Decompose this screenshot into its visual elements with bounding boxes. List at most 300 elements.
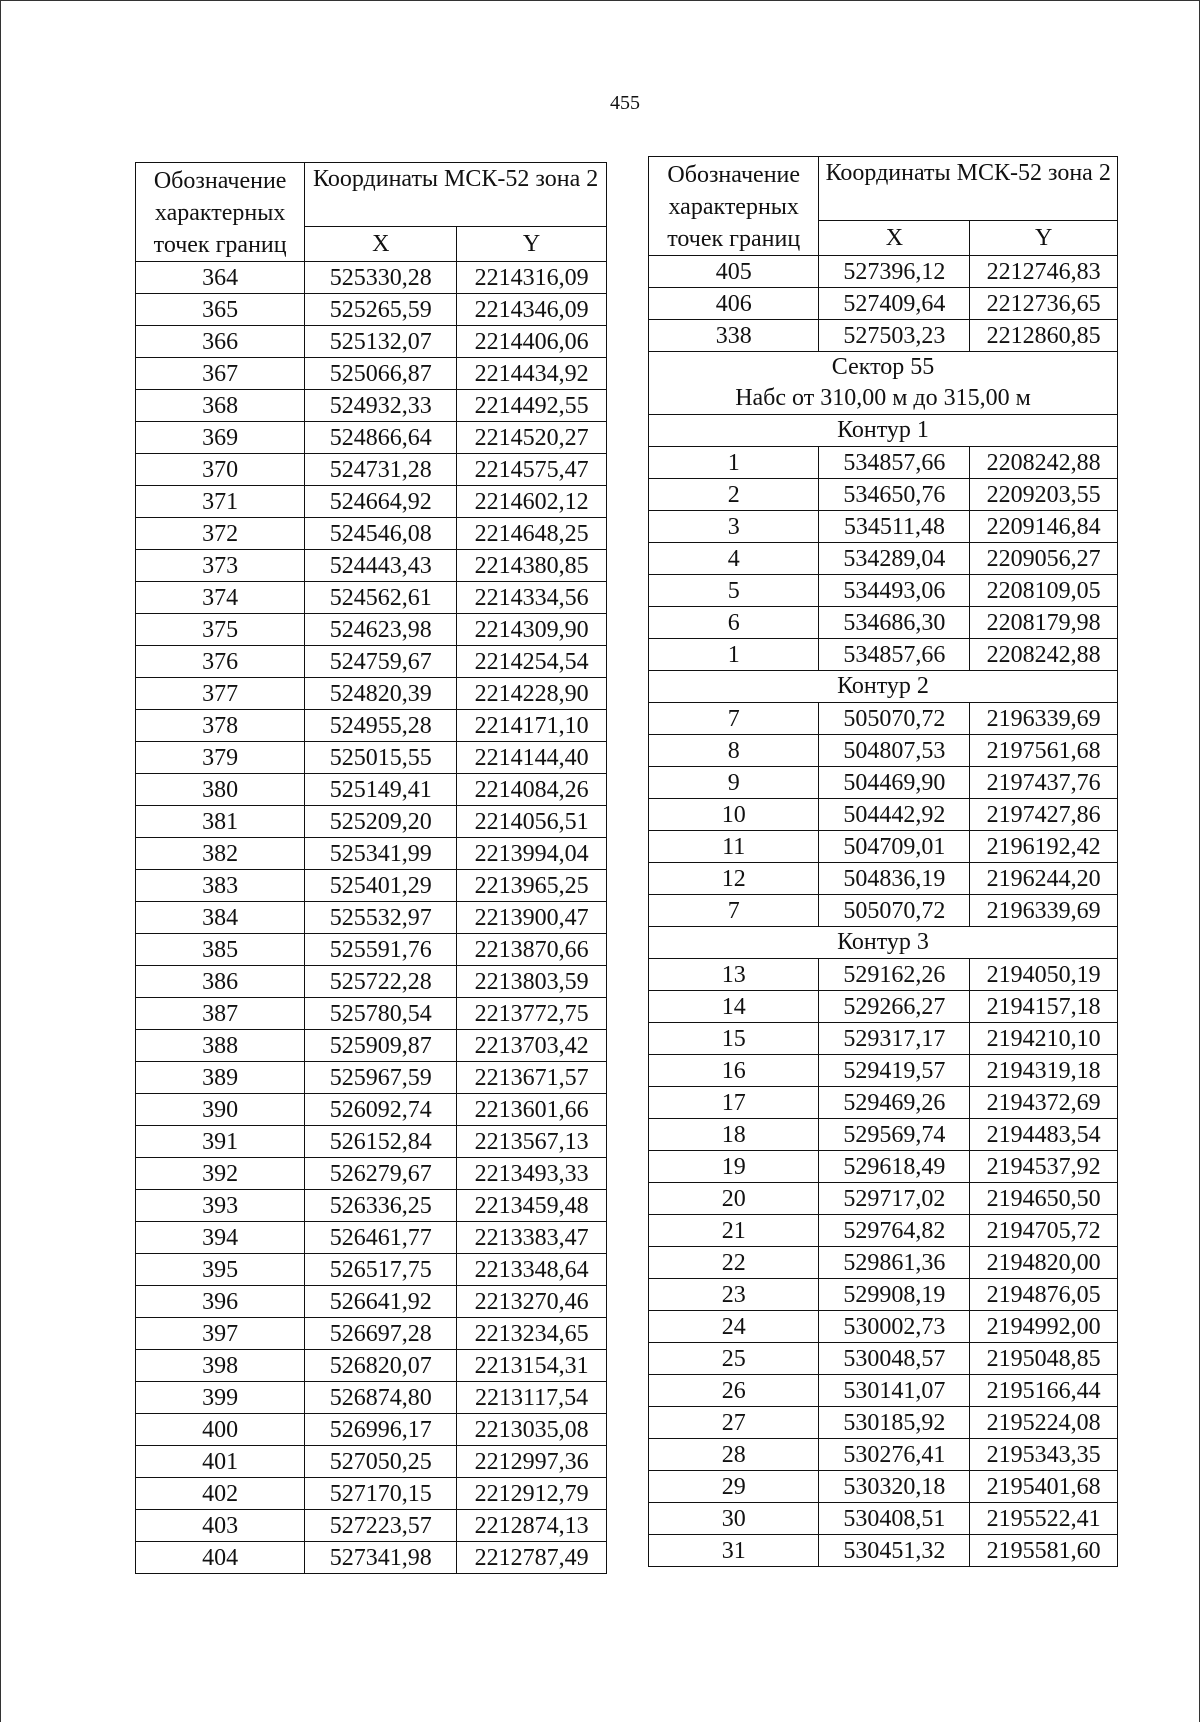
x-coordinate-cell: 525591,76: [305, 934, 457, 966]
point-id-cell: 385: [136, 934, 305, 966]
point-id-cell: 368: [136, 390, 305, 422]
y-coordinate-cell: 2214520,27: [457, 422, 607, 454]
point-id-cell: 11: [649, 831, 819, 863]
y-coordinate-cell: 2194876,05: [970, 1279, 1118, 1311]
x-coordinate-cell: 525265,59: [305, 294, 457, 326]
y-coordinate-cell: 2214309,90: [457, 614, 607, 646]
x-coordinate-cell: 530276,41: [819, 1439, 970, 1471]
y-coordinate-cell: 2208109,05: [970, 575, 1118, 607]
point-id-cell: 400: [136, 1414, 305, 1446]
table-row: [136, 1542, 607, 1574]
y-coordinate-cell: 2213671,57: [457, 1062, 607, 1094]
y-coordinate-cell: 2196244,20: [970, 863, 1118, 895]
table-row: [136, 486, 607, 518]
section-title: [649, 352, 1118, 415]
y-coordinate-cell: 2214228,90: [457, 678, 607, 710]
x-coordinate-cell: 530408,51: [819, 1503, 970, 1535]
y-coordinate-cell: 2194210,10: [970, 1023, 1118, 1055]
y-coordinate-cell: 2195166,44: [970, 1375, 1118, 1407]
y-coordinate-cell: 2213234,65: [457, 1318, 607, 1350]
x-coordinate-cell: 527503,23: [819, 320, 970, 352]
table-row: [649, 1183, 1118, 1215]
point-id-cell: 398: [136, 1350, 305, 1382]
x-coordinate-cell: 526279,67: [305, 1158, 457, 1190]
section-label: Сектор 55: [831, 354, 935, 380]
y-coordinate-cell: 2196192,42: [970, 831, 1118, 863]
y-coordinate-cell: 2195581,60: [970, 1535, 1118, 1567]
point-id-cell: 365: [136, 294, 305, 326]
y-coordinate-cell: 2214171,10: [457, 710, 607, 742]
y-coordinate-cell: 2208242,88: [970, 447, 1118, 479]
point-id-cell: 377: [136, 678, 305, 710]
y-coordinate-cell: 2212874,13: [457, 1510, 607, 1542]
x-coordinate-cell: 529618,49: [819, 1151, 970, 1183]
table-row: [649, 320, 1118, 352]
section-label: Контур 1: [837, 417, 929, 443]
x-coordinate-cell: 524731,28: [305, 454, 457, 486]
point-id-cell: 372: [136, 518, 305, 550]
table-row: [136, 870, 607, 902]
point-id-cell: 375: [136, 614, 305, 646]
x-coordinate-cell: 524664,92: [305, 486, 457, 518]
y-coordinate-cell: 2195343,35: [970, 1439, 1118, 1471]
y-coordinate-cell: 2209203,55: [970, 479, 1118, 511]
x-coordinate-cell: 527341,98: [305, 1542, 457, 1574]
x-coordinate-cell: 529569,74: [819, 1119, 970, 1151]
table-row: [649, 991, 1118, 1023]
y-coordinate-cell: 2213900,47: [457, 902, 607, 934]
point-id-cell: 371: [136, 486, 305, 518]
y-coordinate-cell: 2194483,54: [970, 1119, 1118, 1151]
table-row: [649, 607, 1118, 639]
section-row: [649, 352, 1118, 415]
point-id-cell: 393: [136, 1190, 305, 1222]
y-coordinate-cell: 2208179,98: [970, 607, 1118, 639]
table-row: [136, 582, 607, 614]
point-id-cell: 403: [136, 1510, 305, 1542]
x-coordinate-cell: 530320,18: [819, 1471, 970, 1503]
point-id-cell: 397: [136, 1318, 305, 1350]
y-coordinate-cell: 2213270,46: [457, 1286, 607, 1318]
y-coordinate-cell: 2194372,69: [970, 1087, 1118, 1119]
table-row: [649, 1407, 1118, 1439]
y-coordinate-cell: 2195401,68: [970, 1471, 1118, 1503]
right-table-body: [649, 256, 1118, 1567]
point-label-header: Обозначение характерных точек границ: [136, 163, 305, 262]
x-coordinate-cell: 529764,82: [819, 1215, 970, 1247]
point-id-cell: 7: [649, 895, 819, 927]
x-coordinate-cell: 529419,57: [819, 1055, 970, 1087]
point-id-cell: 30: [649, 1503, 819, 1535]
y-coordinate-cell: 2213965,25: [457, 870, 607, 902]
section-sublabel: Набс от 310,00 м до 315,00 м: [735, 385, 1031, 411]
point-id-cell: 7: [649, 703, 819, 735]
point-id-cell: 386: [136, 966, 305, 998]
y-coordinate-cell: 2214380,85: [457, 550, 607, 582]
table-row: [136, 1478, 607, 1510]
x-coordinate-cell: 525722,28: [305, 966, 457, 998]
table-row: [136, 902, 607, 934]
table-row: [649, 575, 1118, 607]
x-coordinate-cell: 526697,28: [305, 1318, 457, 1350]
section-title: [649, 671, 1118, 703]
x-column-header: X: [819, 221, 970, 256]
y-coordinate-cell: 2214254,54: [457, 646, 607, 678]
x-coordinate-cell: 529469,26: [819, 1087, 970, 1119]
table-row: [136, 1510, 607, 1542]
table-row: [136, 518, 607, 550]
x-coordinate-cell: 529908,19: [819, 1279, 970, 1311]
y-coordinate-cell: 2213348,64: [457, 1254, 607, 1286]
x-coordinate-cell: 534686,30: [819, 607, 970, 639]
x-coordinate-cell: 525015,55: [305, 742, 457, 774]
y-coordinate-cell: 2194050,19: [970, 959, 1118, 991]
point-id-cell: 1: [649, 639, 819, 671]
point-id-cell: 366: [136, 326, 305, 358]
x-coordinate-cell: 530185,92: [819, 1407, 970, 1439]
x-coordinate-cell: 526996,17: [305, 1414, 457, 1446]
point-id-cell: 367: [136, 358, 305, 390]
x-coordinate-cell: 529861,36: [819, 1247, 970, 1279]
y-coordinate-cell: 2214334,56: [457, 582, 607, 614]
point-id-cell: 395: [136, 1254, 305, 1286]
x-coordinate-cell: 527050,25: [305, 1446, 457, 1478]
x-coordinate-cell: 524932,33: [305, 390, 457, 422]
point-id-cell: 364: [136, 262, 305, 294]
table-row: [136, 966, 607, 998]
x-coordinate-cell: 524866,64: [305, 422, 457, 454]
y-coordinate-cell: 2213772,75: [457, 998, 607, 1030]
point-id-cell: 405: [649, 256, 819, 288]
point-id-cell: 2: [649, 479, 819, 511]
x-coordinate-cell: 529717,02: [819, 1183, 970, 1215]
point-id-cell: 12: [649, 863, 819, 895]
y-coordinate-cell: 2212787,49: [457, 1542, 607, 1574]
table-row: [136, 806, 607, 838]
point-id-cell: 24: [649, 1311, 819, 1343]
table-row: [649, 639, 1118, 671]
point-id-cell: 10: [649, 799, 819, 831]
x-coordinate-cell: 524955,28: [305, 710, 457, 742]
table-row: [136, 1158, 607, 1190]
table-row: [649, 1215, 1118, 1247]
table-row: [649, 703, 1118, 735]
table-row: [136, 1094, 607, 1126]
y-coordinate-cell: 2213567,13: [457, 1126, 607, 1158]
table-row: [649, 1119, 1118, 1151]
point-id-cell: 19: [649, 1151, 819, 1183]
y-coordinate-cell: 2214406,06: [457, 326, 607, 358]
point-id-cell: 31: [649, 1535, 819, 1567]
x-coordinate-cell: 504442,92: [819, 799, 970, 831]
y-coordinate-cell: 2194650,50: [970, 1183, 1118, 1215]
y-coordinate-cell: 2194705,72: [970, 1215, 1118, 1247]
point-id-cell: 387: [136, 998, 305, 1030]
x-coordinate-cell: 527170,15: [305, 1478, 457, 1510]
x-coordinate-cell: 504807,53: [819, 735, 970, 767]
x-coordinate-cell: 529317,17: [819, 1023, 970, 1055]
y-coordinate-cell: 2213601,66: [457, 1094, 607, 1126]
point-id-cell: 390: [136, 1094, 305, 1126]
point-id-cell: 406: [649, 288, 819, 320]
table-row: [136, 646, 607, 678]
point-label-header: Обозначение характерных точек границ: [649, 157, 819, 256]
x-coordinate-cell: 530141,07: [819, 1375, 970, 1407]
x-coordinate-cell: 527223,57: [305, 1510, 457, 1542]
table-row: [136, 1446, 607, 1478]
x-coordinate-cell: 530002,73: [819, 1311, 970, 1343]
point-id-cell: 394: [136, 1222, 305, 1254]
point-id-cell: 28: [649, 1439, 819, 1471]
x-coordinate-cell: 524820,39: [305, 678, 457, 710]
y-coordinate-cell: 2213459,48: [457, 1190, 607, 1222]
table-row: [136, 1222, 607, 1254]
table-row: [136, 774, 607, 806]
y-coordinate-cell: 2197427,86: [970, 799, 1118, 831]
y-coordinate-cell: 2195522,41: [970, 1503, 1118, 1535]
y-coordinate-cell: 2213383,47: [457, 1222, 607, 1254]
y-coordinate-cell: 2213994,04: [457, 838, 607, 870]
x-coordinate-cell: 527396,12: [819, 256, 970, 288]
table-row: [136, 934, 607, 966]
point-id-cell: 369: [136, 422, 305, 454]
table-row: [136, 1126, 607, 1158]
table-row: [649, 1023, 1118, 1055]
point-id-cell: 379: [136, 742, 305, 774]
left-coordinates-table: [135, 162, 607, 1574]
table-row: [649, 1535, 1118, 1567]
x-coordinate-cell: 525330,28: [305, 262, 457, 294]
x-coordinate-cell: 529162,26: [819, 959, 970, 991]
x-coordinate-cell: 524562,61: [305, 582, 457, 614]
y-coordinate-cell: 2197437,76: [970, 767, 1118, 799]
y-coordinate-cell: 2213703,42: [457, 1030, 607, 1062]
point-id-cell: 21: [649, 1215, 819, 1247]
y-column-header: Y: [457, 227, 607, 262]
y-coordinate-cell: 2209056,27: [970, 543, 1118, 575]
table-row: [649, 1439, 1118, 1471]
x-coordinate-cell: 525149,41: [305, 774, 457, 806]
point-id-cell: 29: [649, 1471, 819, 1503]
x-coordinate-cell: 529266,27: [819, 991, 970, 1023]
table-row: [136, 710, 607, 742]
table-row: [649, 895, 1118, 927]
table-row: [136, 1414, 607, 1446]
y-coordinate-cell: 2213035,08: [457, 1414, 607, 1446]
point-id-cell: 374: [136, 582, 305, 614]
table-row: [136, 614, 607, 646]
x-coordinate-cell: 504836,19: [819, 863, 970, 895]
point-id-cell: 389: [136, 1062, 305, 1094]
point-id-cell: 23: [649, 1279, 819, 1311]
x-coordinate-cell: 527409,64: [819, 288, 970, 320]
table-row: [649, 288, 1118, 320]
point-id-cell: 3: [649, 511, 819, 543]
table-row: [136, 1190, 607, 1222]
table-row: [136, 742, 607, 774]
point-id-cell: 26: [649, 1375, 819, 1407]
y-coordinate-cell: 2214346,09: [457, 294, 607, 326]
y-coordinate-cell: 2212736,65: [970, 288, 1118, 320]
x-coordinate-cell: 504709,01: [819, 831, 970, 863]
y-coordinate-cell: 2213803,59: [457, 966, 607, 998]
y-coordinate-cell: 2197561,68: [970, 735, 1118, 767]
table-row: [136, 1030, 607, 1062]
page-number: 455: [610, 92, 640, 114]
y-coordinate-cell: 2214316,09: [457, 262, 607, 294]
x-coordinate-cell: 526517,75: [305, 1254, 457, 1286]
table-row: [649, 959, 1118, 991]
x-coordinate-cell: 505070,72: [819, 895, 970, 927]
point-id-cell: 391: [136, 1126, 305, 1158]
section-label: Контур 2: [837, 673, 929, 699]
section-row: [649, 415, 1118, 447]
table-row: [136, 294, 607, 326]
x-coordinate-cell: 526092,74: [305, 1094, 457, 1126]
section-label: Контур 3: [837, 929, 929, 955]
left-table-body: [136, 262, 607, 1574]
y-coordinate-cell: 2194157,18: [970, 991, 1118, 1023]
point-id-cell: 382: [136, 838, 305, 870]
point-id-cell: 396: [136, 1286, 305, 1318]
point-id-cell: 378: [136, 710, 305, 742]
table-row: [136, 390, 607, 422]
table-row: [649, 543, 1118, 575]
coordinates-header: Координаты МСК-52 зона 2: [305, 163, 607, 227]
table-row: [136, 1382, 607, 1414]
x-coordinate-cell: 526461,77: [305, 1222, 457, 1254]
point-id-cell: 14: [649, 991, 819, 1023]
x-coordinate-cell: 525132,07: [305, 326, 457, 358]
y-coordinate-cell: 2214648,25: [457, 518, 607, 550]
x-coordinate-cell: 526336,25: [305, 1190, 457, 1222]
table-row: [649, 1087, 1118, 1119]
point-id-cell: 5: [649, 575, 819, 607]
point-id-cell: 373: [136, 550, 305, 582]
table-row: [136, 550, 607, 582]
table-row: [136, 1062, 607, 1094]
y-coordinate-cell: 2194992,00: [970, 1311, 1118, 1343]
y-coordinate-cell: 2214602,12: [457, 486, 607, 518]
point-id-cell: 376: [136, 646, 305, 678]
table-row: [649, 1279, 1118, 1311]
y-coordinate-cell: 2195048,85: [970, 1343, 1118, 1375]
table-row: [136, 838, 607, 870]
y-coordinate-cell: 2213493,33: [457, 1158, 607, 1190]
x-coordinate-cell: 525209,20: [305, 806, 457, 838]
x-coordinate-cell: 525532,97: [305, 902, 457, 934]
y-coordinate-cell: 2209146,84: [970, 511, 1118, 543]
table-row: [649, 1471, 1118, 1503]
section-row: [649, 927, 1118, 959]
point-id-cell: 399: [136, 1382, 305, 1414]
x-coordinate-cell: 534493,06: [819, 575, 970, 607]
table-row: [649, 799, 1118, 831]
table-row: [136, 1350, 607, 1382]
point-id-cell: 15: [649, 1023, 819, 1055]
table-row: [649, 1055, 1118, 1087]
point-id-cell: 20: [649, 1183, 819, 1215]
table-row: [649, 1311, 1118, 1343]
y-coordinate-cell: 2214434,92: [457, 358, 607, 390]
point-id-cell: 22: [649, 1247, 819, 1279]
point-id-cell: 388: [136, 1030, 305, 1062]
section-title: [649, 927, 1118, 959]
point-id-cell: 6: [649, 607, 819, 639]
point-id-cell: 1: [649, 447, 819, 479]
point-id-cell: 25: [649, 1343, 819, 1375]
point-id-cell: 381: [136, 806, 305, 838]
point-id-cell: 27: [649, 1407, 819, 1439]
table-row: [649, 511, 1118, 543]
section-row: [649, 671, 1118, 703]
x-coordinate-cell: 524759,67: [305, 646, 457, 678]
x-coordinate-cell: 526874,80: [305, 1382, 457, 1414]
y-coordinate-cell: 2213117,54: [457, 1382, 607, 1414]
point-id-cell: 392: [136, 1158, 305, 1190]
table-row: [649, 1503, 1118, 1535]
point-id-cell: 383: [136, 870, 305, 902]
point-id-cell: 17: [649, 1087, 819, 1119]
table-row: [136, 678, 607, 710]
right-coordinates-table: [648, 156, 1118, 1567]
point-id-cell: 18: [649, 1119, 819, 1151]
x-column-header: X: [305, 227, 457, 262]
table-row: [649, 1247, 1118, 1279]
table-row: [649, 1343, 1118, 1375]
y-coordinate-cell: 2208242,88: [970, 639, 1118, 671]
point-id-cell: 404: [136, 1542, 305, 1574]
x-coordinate-cell: 525967,59: [305, 1062, 457, 1094]
x-coordinate-cell: 526641,92: [305, 1286, 457, 1318]
table-row: [649, 831, 1118, 863]
y-coordinate-cell: 2214056,51: [457, 806, 607, 838]
y-coordinate-cell: 2194319,18: [970, 1055, 1118, 1087]
y-coordinate-cell: 2213870,66: [457, 934, 607, 966]
x-coordinate-cell: 534857,66: [819, 639, 970, 671]
y-coordinate-cell: 2194537,92: [970, 1151, 1118, 1183]
x-coordinate-cell: 534857,66: [819, 447, 970, 479]
table-row: [649, 767, 1118, 799]
x-coordinate-cell: 534650,76: [819, 479, 970, 511]
y-coordinate-cell: 2196339,69: [970, 895, 1118, 927]
point-id-cell: 401: [136, 1446, 305, 1478]
y-coordinate-cell: 2212860,85: [970, 320, 1118, 352]
x-coordinate-cell: 524443,43: [305, 550, 457, 582]
table-row: [649, 479, 1118, 511]
x-coordinate-cell: 505070,72: [819, 703, 970, 735]
table-row: [649, 735, 1118, 767]
point-id-cell: 4: [649, 543, 819, 575]
x-coordinate-cell: 525909,87: [305, 1030, 457, 1062]
y-coordinate-cell: 2214492,55: [457, 390, 607, 422]
x-coordinate-cell: 524623,98: [305, 614, 457, 646]
y-coordinate-cell: 2213154,31: [457, 1350, 607, 1382]
x-coordinate-cell: 504469,90: [819, 767, 970, 799]
table-row: [136, 358, 607, 390]
table-row: [649, 1151, 1118, 1183]
x-coordinate-cell: 526820,07: [305, 1350, 457, 1382]
y-column-header: Y: [970, 221, 1118, 256]
x-coordinate-cell: 530048,57: [819, 1343, 970, 1375]
table-row: [649, 1375, 1118, 1407]
x-coordinate-cell: 524546,08: [305, 518, 457, 550]
x-coordinate-cell: 525780,54: [305, 998, 457, 1030]
y-coordinate-cell: 2212746,83: [970, 256, 1118, 288]
point-id-cell: 16: [649, 1055, 819, 1087]
y-coordinate-cell: 2214144,40: [457, 742, 607, 774]
x-coordinate-cell: 526152,84: [305, 1126, 457, 1158]
